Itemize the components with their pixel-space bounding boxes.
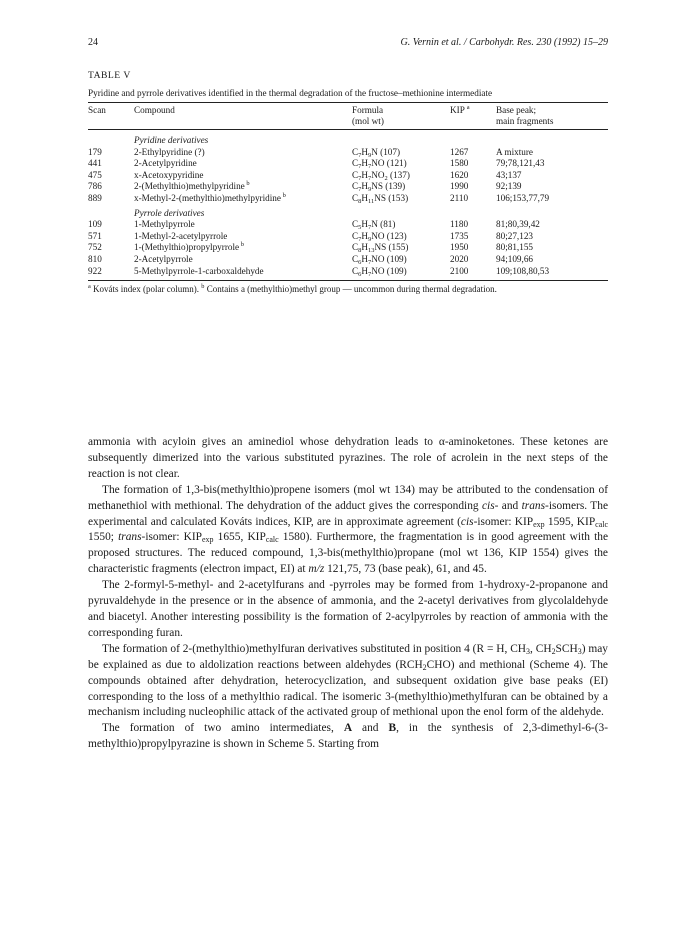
compound-cell: 2-Acetylpyrrole [134,254,193,265]
page-header [88,37,608,48]
compound-cell: 2-(Methylthio)methylpyridine $^b$ [134,180,250,192]
kip-cell: 2110 [450,193,469,204]
kip-cell: 1950 [450,242,469,253]
header-scan: Scan [88,105,106,116]
compound-cell: 1-Methylpyrrole [134,219,195,230]
kip-cell: 2100 [450,265,469,276]
header-base-peak: Base peak; main fragments [496,105,554,127]
compound-cell: 2-Ethylpyridine (?) [134,146,205,157]
table-row [88,181,608,193]
section-heading: Pyridine derivatives [134,135,209,146]
body-paragraph: The formation of 2-(methylthio)methylfuran derivatives substituted in position 4 (R = H, $CH_3$, $CH_2SCH_3$) may be explained as due to aldolization reactions between aldehydes $(RCH_2CHO)$ and methional (Scheme 4). The compounds obtained after dehydration, heterocyclization, and subsequent oxidation give base peaks (EI) corresponding to the loss of a methylthio radical. The isomeric 3-(methylthio)methylfuran can be obtained by a mechanism including nucleophilic attack of the activated group of methional upon the enol form of the aldehyde. [88,642,608,719]
scan-cell: 889 [88,193,102,204]
scan-cell: 752 [88,242,102,253]
scan-cell: 571 [88,230,102,241]
table-bottom-rule [88,280,608,281]
formula-cell: $C_7H_7NO_2$ (137) [352,169,410,182]
header-formula: Formula (mol wt) [352,105,384,127]
kip-cell: 1620 [450,169,469,180]
base-peak-cell: A mixture [496,146,534,157]
scan-cell: 786 [88,181,102,192]
page-number: 24 [88,37,98,48]
scan-cell: 810 [88,254,102,265]
scan-cell: 109 [88,219,102,230]
table-v [88,70,608,296]
running-title: G. Vernin et al. / Carbohydr. Res. 230 (1992) 15–29 [400,37,608,48]
formula-cell: $C_7H_7NO$ (121) [352,158,407,171]
kip-cell: 2020 [450,254,469,265]
table-row [88,147,608,159]
scan-cell: 475 [88,169,102,180]
table-label: TABLE V [88,70,131,81]
body-paragraph: The formation of 1,3-bis(methylthio)propene isomers (mol wt 134) may be attributed to the condensation of methanethiol with methional. The dehydration of the adduct gives the corresponding cis- and trans-isomers. The experimental and calculated Kováts indices, KIP, are in approximate agreement (cis-isomer: $KIP_{exp}$ 1595, $KIP_{calc}$ 1550; trans-isomer: $KIP_{exp}$ 1655, $KIP_{calc}$ 1580). Furthermore, the fragmentation is in good agreement with the proposed structures. The reduced compound, 1,3-bis(methylthio)propane (mol wt 136, KIP 1554) gives the characteristic fragments (electron impact, EI) at m/z 121,75, 73 (base peak), 61, and 45. [88,483,609,576]
section-heading-row [88,130,608,147]
table-row [88,266,608,281]
compound-cell: x-Acetoxypyridine [134,169,204,180]
formula-cell: $C_8H_{13}NS$ (155) [352,242,409,255]
body-paragraph: The 2-formyl-5-methyl- and 2-acetylfurans and -pyrroles may be formed from 1-hydroxy-2-propanone and pyruvaldehyde in the presence or in the absence of ammonia, and the 2-acetyl derivatives from glycolaldehyde and biacetyl. Another interesting possibility is the formation of 2-acylpyrroles by reaction of ammonia with the corresponding furan. [88,579,608,639]
base-peak-cell: 109;108,80,53 [496,265,550,276]
kip-cell: 1735 [450,230,469,241]
compound-cell: 5-Methylpyrrole-1-carboxaldehyde [134,265,264,276]
table-row [88,254,608,266]
table-row [88,219,608,231]
scan-cell: 441 [88,158,102,169]
compound-cell: 1-Methyl-2-acetylpyrrole [134,230,228,241]
base-peak-cell: 80;81,155 [496,242,534,253]
header-kip: KIP $^a$ [450,104,470,116]
table-row [88,170,608,182]
header-compound: Compound [134,105,175,116]
table-row [88,158,608,170]
body-text [88,435,608,753]
table-footnote: $^a$ Kováts index (polar column). $^b$ Contains a (methylthio)methyl group — uncommon during thermal degradation. [88,283,497,295]
table-caption: Pyridine and pyrrole derivatives identified in the thermal degradation of the fructose–methionine intermediate [88,87,493,98]
kip-cell: 1180 [450,219,469,230]
formula-cell: $C_7H_9N$ (107) [352,146,401,159]
base-peak-cell: 43;137 [496,169,522,180]
base-peak-cell: 80;27,123 [496,230,534,241]
formula-cell: $C_8H_{11}NS$ (153) [352,193,409,206]
kip-cell: 1990 [450,181,469,192]
formula-cell: $C_6H_7NO$ (109) [352,254,407,267]
table-head [88,103,608,130]
base-peak-cell: 106;153,77,79 [496,193,550,204]
formula-cell: $C_7H_9NO$ (123) [352,230,407,243]
scan-cell: 179 [88,146,102,157]
table-row [88,231,608,243]
compound-table [88,103,608,280]
base-peak-cell: 79;78,121,43 [496,158,545,169]
scan-cell: 922 [88,265,102,276]
section-heading-row [88,208,608,220]
formula-cell: $C_7H_9NS$ (139) [352,181,406,194]
compound-cell: 2-Acetylpyridine [134,158,197,169]
body-paragraph: The formation of two amino intermediates, A and B, in the synthesis of 2,3-dimethyl-6-(3-methylthio)propylpyrazine is shown in Scheme 5. Starting from [88,722,608,751]
body-paragraph: ammonia with acyloin gives an aminediol whose dehydration leads to α-aminoketones. These ketones are subsequently dimerized into the various substituted pyrazines. The role of acrolein in the next steps of the reaction is not clear. [88,436,608,480]
table-row [88,193,608,208]
base-peak-cell: 94;109,66 [496,254,534,265]
kip-cell: 1580 [450,158,469,169]
compound-cell: 1-(Methylthio)propylpyrrole $^b$ [134,241,244,253]
compound-cell: x-Methyl-2-(methylthio)methylpyridine $^b$ [134,192,286,204]
formula-cell: $C_6H_7NO$ (109) [352,265,407,278]
table-row [88,242,608,254]
section-heading: Pyrrole derivatives [134,207,205,218]
formula-cell: $C_5H_7N$ (81) [352,219,396,232]
base-peak-cell: 81;80,39,42 [496,219,540,230]
kip-cell: 1267 [450,146,469,157]
base-peak-cell: 92;139 [496,181,522,192]
table-body [88,130,608,281]
